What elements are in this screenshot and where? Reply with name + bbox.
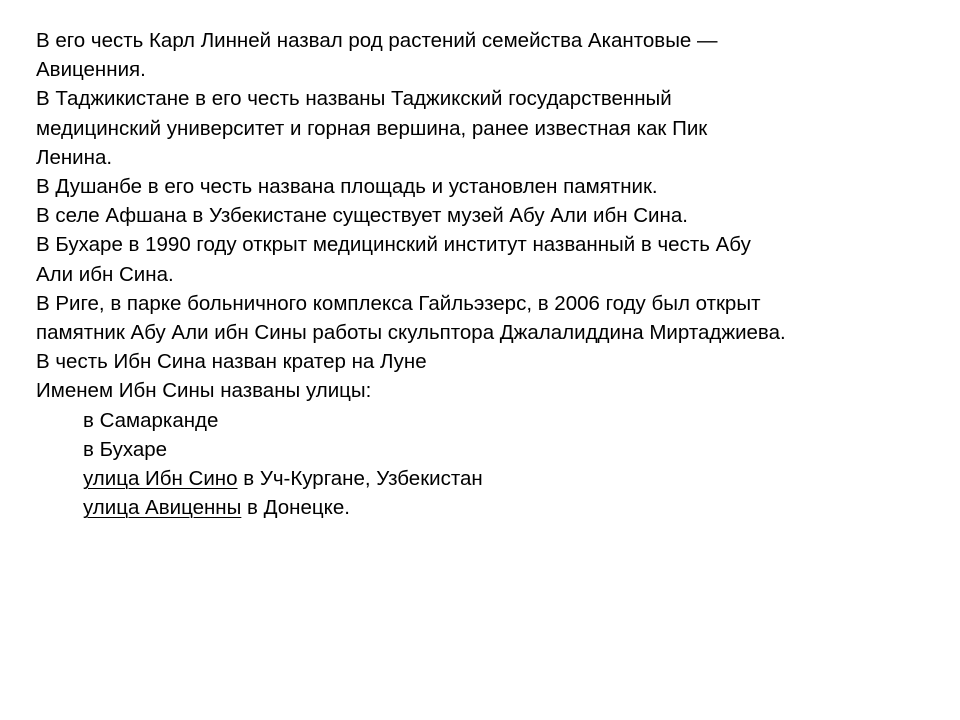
street-link-ibn-sino[interactable]: улица Ибн Сино [83, 467, 238, 491]
paragraph-bukhara-institute [36, 230, 936, 288]
text-line: медицинский университет и горная вершина, ранее известная как Пик [36, 116, 708, 140]
text-line: Ленина. [36, 145, 113, 169]
paragraph-dushanbe [36, 172, 936, 201]
street-text: в Бухаре [83, 437, 168, 461]
text-line: В селе Афшана в Узбекистане существует музей Абу Али ибн Сина. [36, 204, 688, 228]
street-location: в Донецке. [241, 496, 350, 520]
text-line: В Риге, в парке больничного комплекса Гайльэзерс, в 2006 году был открыт [36, 291, 761, 315]
paragraph-lunar-crater [36, 347, 936, 376]
paragraph-streets-heading [36, 376, 936, 405]
street-item-donetsk [36, 493, 936, 522]
text-line: памятник Абу Али ибн Сины работы скульптора Джалалиддина Миртаджиева. [36, 321, 786, 345]
text-line: В Таджикистане в его честь названы Таджикский государственный [36, 87, 672, 111]
text-line: В честь Ибн Сина назван кратер на Луне [36, 350, 427, 374]
paragraph-linnaeus [36, 26, 936, 84]
text-line: Али ибн Сина. [36, 262, 174, 286]
paragraph-tajikistan [36, 84, 936, 172]
street-item-samarkand [36, 406, 936, 435]
paragraph-riga [36, 289, 936, 347]
text-line: В Душанбе в его честь названа площадь и установлен памятник. [36, 175, 658, 199]
street-item-uch-kurgan [36, 464, 936, 493]
paragraph-afshana [36, 201, 936, 230]
text-line: Авиценния. [36, 58, 146, 82]
street-link-avicenna[interactable]: улица Авиценны [83, 496, 242, 520]
text-line: В Бухаре в 1990 году открыт медицинский институт названный в честь Абу [36, 233, 751, 257]
street-item-bukhara [36, 435, 936, 464]
text-line: Именем Ибн Сины названы улицы: [36, 379, 372, 403]
slide-text-body [36, 26, 936, 522]
street-location: в Уч-Кургане, Узбекистан [237, 467, 483, 491]
text-line: В его честь Карл Линней назвал род растений семейства Акантовые — [36, 29, 718, 52]
street-text: в Самарканде [83, 408, 219, 432]
